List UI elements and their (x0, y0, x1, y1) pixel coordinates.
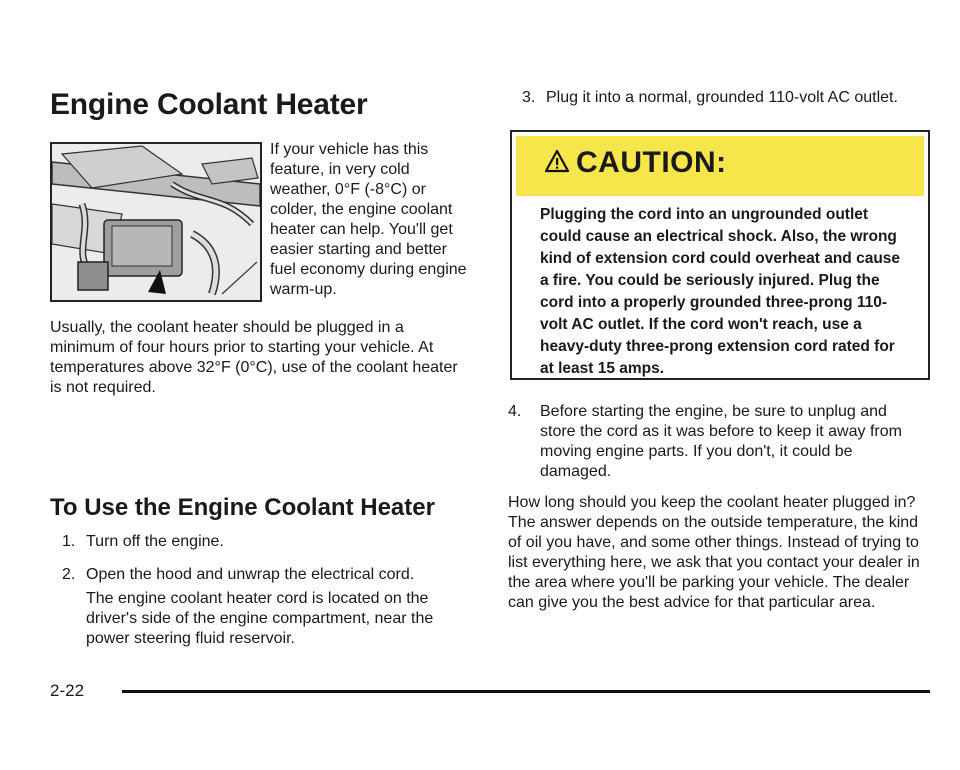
step-text: Open the hood and unwrap the electrical cord. (86, 566, 415, 583)
footer-rule (122, 690, 930, 693)
step-3 (522, 88, 898, 108)
caution-box (510, 130, 930, 380)
intro-paragraph: If your vehicle has this feature, in very cold weather, 0°F (-8°C) or colder, the engine coolant heater can help. You'll get easier starting and better fuel economy during engine warm-up. (270, 141, 467, 298)
warning-triangle-icon (544, 148, 570, 174)
caution-header (516, 136, 924, 196)
caution-title-text: CAUTION: (576, 146, 727, 179)
section-heading: To Use the Engine Coolant Heater (50, 494, 435, 521)
caution-title (544, 146, 727, 180)
usage-paragraph: Usually, the coolant heater should be plugged in a minimum of four hours prior to starting your vehicle. At temperatures above 32°F (0°C), use of the coolant heater is not required. (50, 319, 458, 396)
page-title: Engine Coolant Heater (50, 88, 368, 121)
step-1 (62, 532, 224, 552)
step-text: Before starting the engine, be sure to unplug and store the cord as it was before to keep it away from moving engine parts. If you don't, it could be damaged. (540, 403, 902, 480)
engine-compartment-illustration (52, 144, 260, 300)
step-text: Plug it into a normal, grounded 110-volt AC outlet. (546, 89, 898, 106)
step-number: 1. (62, 533, 76, 550)
engine-heater-figure (50, 142, 262, 302)
step-text: Turn off the engine. (86, 533, 224, 550)
step-number: 3. (522, 89, 536, 106)
duration-paragraph: How long should you keep the coolant heater plugged in? The answer depends on the outside temperature, the kind of oil you have, and some other things. Instead of trying to list everything here, we ask that you contact your dealer in the area where you'll be parking your vehicle. The dealer can give you the best advice for that particular area. (508, 494, 920, 611)
step-number: 4. (508, 403, 522, 420)
step-4 (508, 402, 928, 480)
page-number: 2-22 (50, 681, 85, 700)
step-2 (62, 565, 414, 585)
step-number: 2. (62, 566, 76, 583)
step-2-note: The engine coolant heater cord is located on the driver's side of the engine compartment, near the power steering fluid reservoir. (86, 590, 434, 647)
caution-body: Plugging the cord into an ungrounded outlet could cause an electrical shock. Also, the wrong kind of extension cord could overheat and cause a fire. You could be seriously injured. Plug the cord into a properly grounded three-prong 110-volt AC outlet. If the cord won't reach, use a heavy-duty three-prong extension cord rated for at least 15 amps. (540, 206, 901, 377)
